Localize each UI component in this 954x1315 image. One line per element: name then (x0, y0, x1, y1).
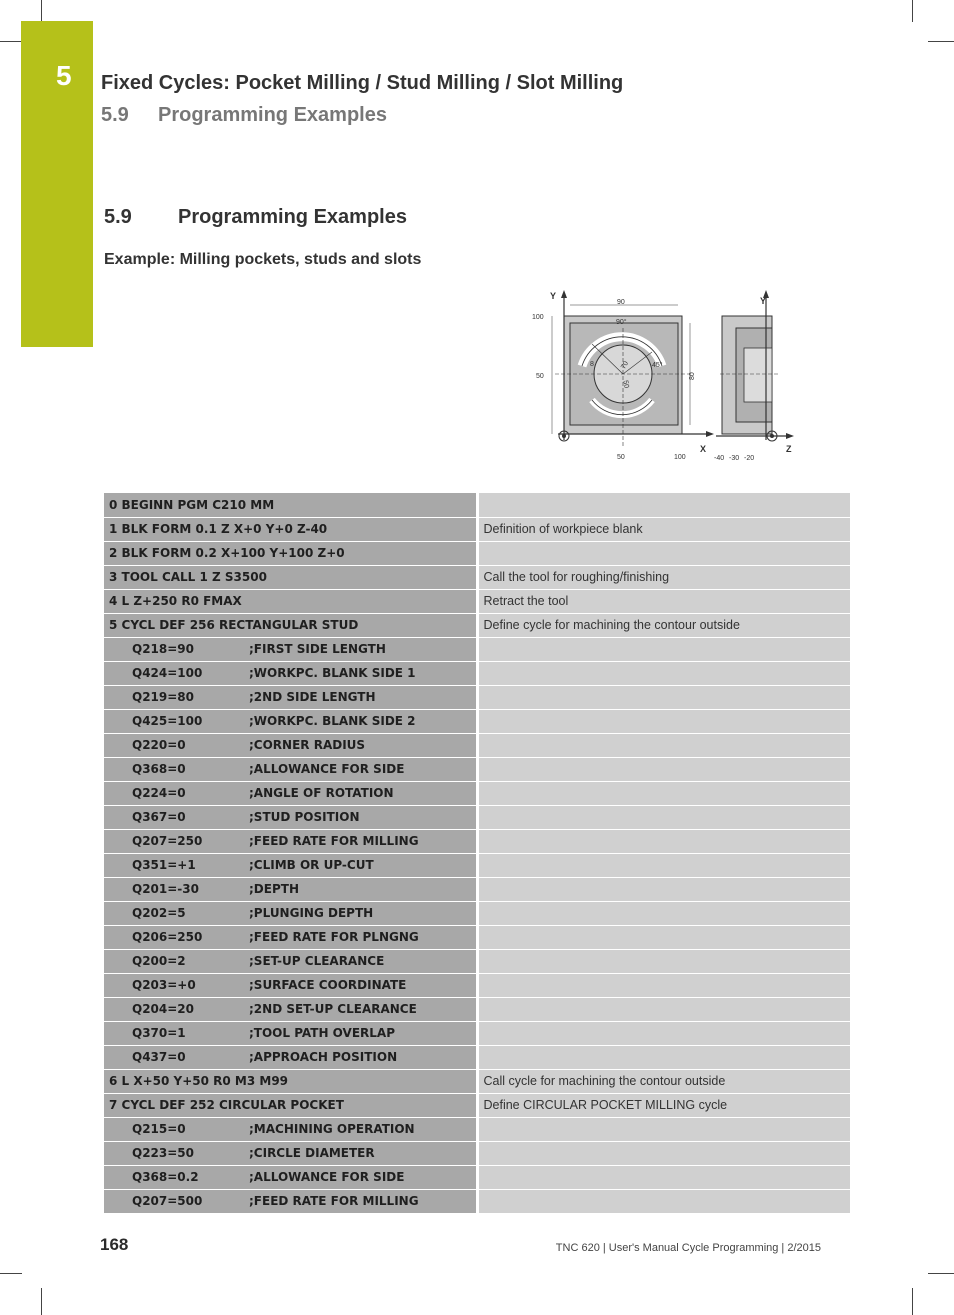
page-number: 168 (100, 1235, 129, 1254)
program-row (104, 781, 850, 805)
nc-block: 4 L Z+250 R0 FMAX (109, 594, 242, 608)
drawing-svg (520, 288, 810, 466)
program-description-cell (477, 1141, 850, 1165)
program-row (104, 517, 850, 541)
program-description-cell: Call the tool for roughing/finishing (477, 565, 850, 589)
parameter-value: Q219=80 (132, 690, 195, 704)
program-description-cell (477, 493, 850, 517)
program-row (104, 565, 850, 589)
program-description-cell: Define CIRCULAR POCKET MILLING cycle (477, 1093, 850, 1117)
program-code-cell (104, 949, 477, 973)
parameter-value: Q200=2 (132, 954, 186, 968)
side-origin-dot (770, 434, 774, 438)
nc-block: 6 L X+50 Y+50 R0 M3 M99 (109, 1074, 289, 1088)
workpiece-drawing (520, 288, 810, 466)
program-code-cell (104, 925, 477, 949)
program-description-cell (477, 997, 850, 1021)
program-code-cell (104, 685, 477, 709)
program-code-cell (104, 613, 477, 637)
parameter-value: Q203=+0 (132, 978, 196, 992)
program-description-cell (477, 949, 850, 973)
x-axis-arrow (706, 431, 714, 437)
angle-45-label: 45° (652, 362, 663, 369)
program-description-cell (477, 781, 850, 805)
parameter-value: Q224=0 (132, 786, 186, 800)
y-axis-arrow (561, 290, 567, 298)
program-description-cell (477, 709, 850, 733)
program-table (104, 493, 850, 1214)
program-code-cell (104, 877, 477, 901)
program-code-cell (104, 1093, 477, 1117)
program-row (104, 1045, 850, 1069)
program-description-cell (477, 829, 850, 853)
z-minus-20-label: -20 (744, 455, 755, 462)
parameter-value: Q207=500 (132, 1194, 203, 1208)
program-row (104, 613, 850, 637)
y-axis-label: Y (550, 291, 557, 301)
program-row (104, 997, 850, 1021)
parameter-comment: ;CORNER RADIUS (249, 738, 366, 752)
program-row (104, 1117, 850, 1141)
nc-block: 7 CYCL DEF 252 CIRCULAR POCKET (109, 1098, 344, 1112)
program-row (104, 925, 850, 949)
section-heading (104, 206, 407, 229)
running-section-title: Programming Examples (158, 104, 387, 126)
parameter-comment: ;MACHINING OPERATION (249, 1122, 415, 1136)
chapter-number: 5 (56, 60, 72, 91)
parameter-value: Q201=-30 (132, 882, 199, 896)
program-code-cell (104, 781, 477, 805)
program-description-cell: Call cycle for machining the contour outside (477, 1069, 850, 1093)
program-code-cell (104, 829, 477, 853)
program-description-cell (477, 973, 850, 997)
program-code-cell (104, 565, 477, 589)
parameter-comment: ;TOOL PATH OVERLAP (249, 1026, 395, 1040)
program-code-cell (104, 733, 477, 757)
parameter-value: Q218=90 (132, 642, 195, 656)
parameter-comment: ;SET-UP CLEARANCE (249, 954, 385, 968)
parameter-comment: ;CLIMB OR UP-CUT (249, 858, 374, 872)
parameter-comment: ;ALLOWANCE FOR SIDE (249, 1170, 405, 1184)
program-code-cell (104, 709, 477, 733)
nc-block: 0 BEGINN PGM C210 MM (109, 497, 275, 512)
program-code-cell (104, 1189, 477, 1213)
parameter-comment: ;FIRST SIDE LENGTH (249, 642, 386, 656)
side-y-axis-label: Y (760, 296, 767, 306)
crop-mark (912, 1288, 913, 1315)
crop-mark (0, 41, 22, 42)
program-row (104, 685, 850, 709)
crop-mark (928, 1273, 954, 1274)
parameter-value: Q215=0 (132, 1122, 186, 1136)
parameter-comment: ;WORKPC. BLANK SIDE 1 (249, 666, 416, 680)
z-axis-label: Z (786, 444, 792, 454)
program-row (104, 1165, 850, 1189)
parameter-comment: ;ALLOWANCE FOR SIDE (249, 762, 405, 776)
program-code-cell (104, 541, 477, 565)
parameter-value: Q437=0 (132, 1050, 186, 1064)
program-code-cell (104, 805, 477, 829)
program-description-cell (477, 1021, 850, 1045)
program-description-cell (477, 661, 850, 685)
parameter-value: Q207=250 (132, 834, 203, 848)
parameter-value: Q220=0 (132, 738, 186, 752)
nc-block: 2 BLK FORM 0.2 X+100 Y+100 Z+0 (109, 546, 345, 560)
crop-mark (912, 0, 913, 22)
program-row (104, 1021, 850, 1045)
crop-mark (0, 1273, 22, 1274)
parameter-comment: ;CIRCLE DIAMETER (249, 1146, 375, 1160)
program-code-cell (104, 973, 477, 997)
program-code-cell (104, 901, 477, 925)
dim-80-label: 80 (689, 372, 696, 380)
program-description-cell (477, 1165, 850, 1189)
footer-text: TNC 620 | User's Manual Cycle Programming | 2/2015 (555, 1242, 821, 1254)
program-row (104, 1189, 850, 1213)
program-row (104, 1093, 850, 1117)
dim-50-bottom-label: 50 (617, 454, 625, 461)
parameter-comment: ;ANGLE OF ROTATION (249, 786, 394, 800)
origin-dot (562, 434, 566, 438)
crop-mark (41, 1288, 42, 1315)
parameter-value: Q367=0 (132, 810, 186, 824)
r50-label: 50 (621, 379, 630, 389)
program-code-cell (104, 1069, 477, 1093)
program-row (104, 493, 850, 517)
program-code-cell (104, 997, 477, 1021)
parameter-value: Q206=250 (132, 930, 203, 944)
parameter-comment: ;FEED RATE FOR MILLING (249, 1194, 419, 1208)
angle-90-label: 90° (616, 319, 627, 326)
crop-mark (928, 41, 954, 42)
program-code-cell (104, 1117, 477, 1141)
running-section-header (101, 104, 387, 127)
program-description-cell (477, 541, 850, 565)
dim-100-top-label: 100 (532, 314, 544, 321)
program-code-cell (104, 1021, 477, 1045)
nc-block: 5 CYCL DEF 256 RECTANGULAR STUD (109, 618, 359, 632)
program-description-cell (477, 685, 850, 709)
parameter-comment: ;SURFACE COORDINATE (249, 978, 407, 992)
parameter-comment: ;FEED RATE FOR MILLING (249, 834, 419, 848)
z-minus-30-label: -30 (729, 455, 740, 462)
program-code-cell (104, 1045, 477, 1069)
program-code-cell (104, 1141, 477, 1165)
program-description-cell (477, 733, 850, 757)
program-description-cell (477, 1189, 850, 1213)
program-row (104, 853, 850, 877)
program-row (104, 1069, 850, 1093)
program-row (104, 733, 850, 757)
program-code-cell (104, 637, 477, 661)
side-view-pocket (744, 348, 772, 402)
program-code-cell (104, 661, 477, 685)
program-description-cell: Retract the tool (477, 589, 850, 613)
program-description-cell (477, 901, 850, 925)
program-body (104, 493, 850, 1213)
parameter-comment: ;WORKPC. BLANK SIDE 2 (249, 714, 416, 728)
chapter-title: Fixed Cycles: Pocket Milling / Stud Milling / Slot Milling (101, 72, 624, 94)
program-code-cell (104, 853, 477, 877)
program-description-cell (477, 805, 850, 829)
program-row (104, 709, 850, 733)
parameter-value: Q351=+1 (132, 858, 196, 872)
program-description-cell (477, 925, 850, 949)
program-description-cell (477, 1045, 850, 1069)
parameter-value: Q223=50 (132, 1146, 195, 1160)
dim-90-label: 90 (617, 299, 625, 306)
running-section-number: 5.9 (101, 104, 129, 126)
program-description-cell (477, 877, 850, 901)
program-row (104, 661, 850, 685)
program-row (104, 1141, 850, 1165)
crop-mark (41, 0, 42, 22)
section-number: 5.9 (104, 206, 132, 228)
parameter-comment: ;2ND SIDE LENGTH (249, 690, 376, 704)
program-row (104, 541, 850, 565)
program-row (104, 805, 850, 829)
program-description-cell (477, 637, 850, 661)
dim-50-left-label: 50 (536, 373, 544, 380)
parameter-value: Q370=1 (132, 1026, 186, 1040)
program-row (104, 949, 850, 973)
nc-block: 1 BLK FORM 0.1 Z X+0 Y+0 Z-40 (109, 522, 328, 536)
program-row (104, 901, 850, 925)
program-row (104, 589, 850, 613)
r70-label: 70 (620, 360, 631, 371)
program-code-cell (104, 517, 477, 541)
program-row (104, 829, 850, 853)
program-description-cell: Definition of workpiece blank (477, 517, 850, 541)
parameter-value: Q202=5 (132, 906, 186, 920)
z-axis-arrow (786, 433, 794, 439)
parameter-value: Q425=100 (132, 714, 203, 728)
z-minus-40-label: -40 (714, 455, 725, 462)
x-axis-label: X (700, 444, 707, 454)
parameter-comment: ;FEED RATE FOR PLNGNG (249, 930, 419, 944)
program-description-cell (477, 1117, 850, 1141)
parameter-value: Q368=0 (132, 762, 186, 776)
nc-block: 3 TOOL CALL 1 Z S3500 (109, 570, 267, 584)
example-heading: Example: Milling pockets, studs and slots (104, 251, 422, 268)
dim-100-bottom-label: 100 (674, 454, 686, 461)
program-description-cell (477, 757, 850, 781)
program-description-cell: Define cycle for machining the contour outside (477, 613, 850, 637)
r8-label: 8 (590, 361, 594, 368)
parameter-comment: ;STUD POSITION (249, 810, 360, 824)
program-code-cell (104, 493, 477, 517)
parameter-value: Q204=20 (132, 1002, 195, 1016)
program-description-cell (477, 853, 850, 877)
program-row (104, 973, 850, 997)
parameter-comment: ;DEPTH (249, 882, 299, 896)
program-row (104, 757, 850, 781)
parameter-value: Q424=100 (132, 666, 203, 680)
section-title: Programming Examples (178, 206, 407, 228)
program-row (104, 637, 850, 661)
program-code-cell (104, 589, 477, 613)
program-code-cell (104, 1165, 477, 1189)
parameter-comment: ;2ND SET-UP CLEARANCE (249, 1002, 417, 1016)
parameter-comment: ;PLUNGING DEPTH (249, 906, 374, 920)
parameter-value: Q368=0.2 (132, 1170, 199, 1184)
parameter-comment: ;APPROACH POSITION (249, 1050, 398, 1064)
program-code-cell (104, 757, 477, 781)
program-row (104, 877, 850, 901)
